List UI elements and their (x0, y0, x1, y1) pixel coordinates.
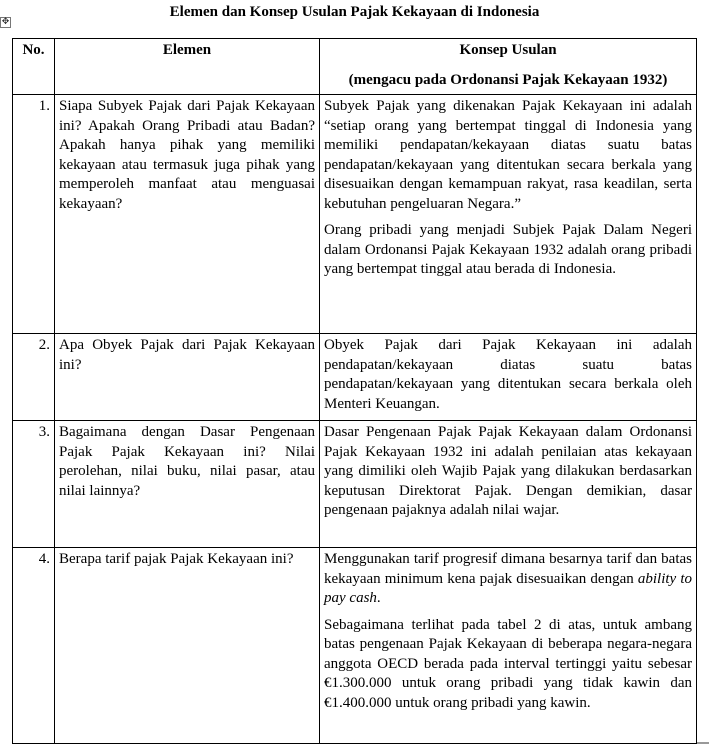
header-konsep-subtitle: (mengacu pada Ordonansi Pajak Kekayaan 1932) (348, 71, 668, 88)
concept-paragraph: Subyek Pajak yang dikenakan Pajak Kekayaan ini adalah “setiap orang yang bertempat tinggal di Indonesia yang memiliki pendapatan/kekayaan diatas suatu batas pendapatan/kekayaan yang ditentukan secara berkala yang disesuaikan dengan kemampuan rakyat, rasa keadilan, serta kebutuhan pengeluaran Negara.” (324, 98, 692, 212)
concept-text: . (376, 590, 381, 606)
header-no: No. (13, 39, 55, 95)
concept-cell (320, 334, 697, 421)
concept-cell (320, 548, 697, 744)
document-title: Elemen dan Konsep Usulan Pajak Kekayaan di Indonesia (169, 4, 540, 20)
row-number: 2. (13, 334, 55, 421)
concept-emphasis: ability to pay cash (324, 570, 692, 606)
element-question: Siapa Subyek Pajak dari Pajak Kekayaan ini? Apakah Orang Pribadi atau Badan? Apakah hanya pihak yang memiliki kekayaan atau termasuk juga pihak yang memperoleh manfaat atau menguasai kekayaan? (55, 95, 320, 334)
row-number: 1. (13, 95, 55, 334)
table-row (13, 548, 697, 744)
table-row (13, 421, 697, 548)
element-question: Berapa tarif pajak Pajak Kekayaan ini? (55, 548, 320, 744)
header-konsep (320, 39, 697, 95)
header-row (13, 39, 697, 95)
concept-paragraph: Obyek Pajak dari Pajak Kekayaan ini adalah pendapatan/kekayaan diatas suatu batas pendapatan/kekayaan yang ditentukan secara berkala oleh Menteri Keuangan. (324, 337, 692, 412)
concept-cell (320, 95, 697, 334)
concept-cell (320, 421, 697, 548)
move-cross-icon[interactable]: ✥ (1, 17, 10, 27)
element-question: Bagaimana dengan Dasar Pengenaan Pajak Pajak Kekayaan ini? Nilai perolehan, nilai buku, nilai pasar, atau nilai lainnya? (55, 421, 320, 548)
concept-text: Menggunakan tarif progresif dimana besarnya tarif dan batas kekayaan minimum kena pajak disesuaikan dengan (324, 551, 692, 587)
concept-paragraph: Sebagaimana terlihat pada tabel 2 di atas, untuk ambang batas pengenaan Pajak Kekayaan di beberapa negara-negara anggota OECD berada pada interval tertinggi yaitu sebesar €1.300.000 untuk orang pribadi yang tidak kawin dan €1.400.000 untuk orang pribadi yang kawin. (324, 616, 692, 711)
element-question: Apa Obyek Pajak dari Pajak Kekayaan ini? (55, 334, 320, 421)
row-number: 4. (13, 548, 55, 744)
concept-paragraph: Dasar Pengenaan Pajak Pajak Kekayaan dalam Ordonansi Pajak Kekayaan 1932 ini adalah penilaian atas kekayaan yang dimiliki oleh Wajib Pajak yang dilakukan berdasarkan keputusan Direktorat Pajak. Dengan demikian, dasar pengenaan pajaknya adalah nilai wajar. (324, 424, 692, 518)
page-corner-marker (697, 742, 709, 744)
header-konsep-title: Konsep Usulan (459, 42, 557, 58)
concept-table (12, 38, 697, 744)
header-elemen: Elemen (55, 39, 320, 95)
table-row (13, 95, 697, 334)
row-number: 3. (13, 421, 55, 548)
concept-paragraph (324, 550, 692, 609)
concept-paragraph: Orang pribadi yang menjadi Subjek Pajak Dalam Negeri dalam Ordonansi Pajak Kekayaan 1932 adalah orang pribadi yang bertempat tinggal atau berada di Indonesia. (324, 222, 692, 277)
table-row (13, 334, 697, 421)
